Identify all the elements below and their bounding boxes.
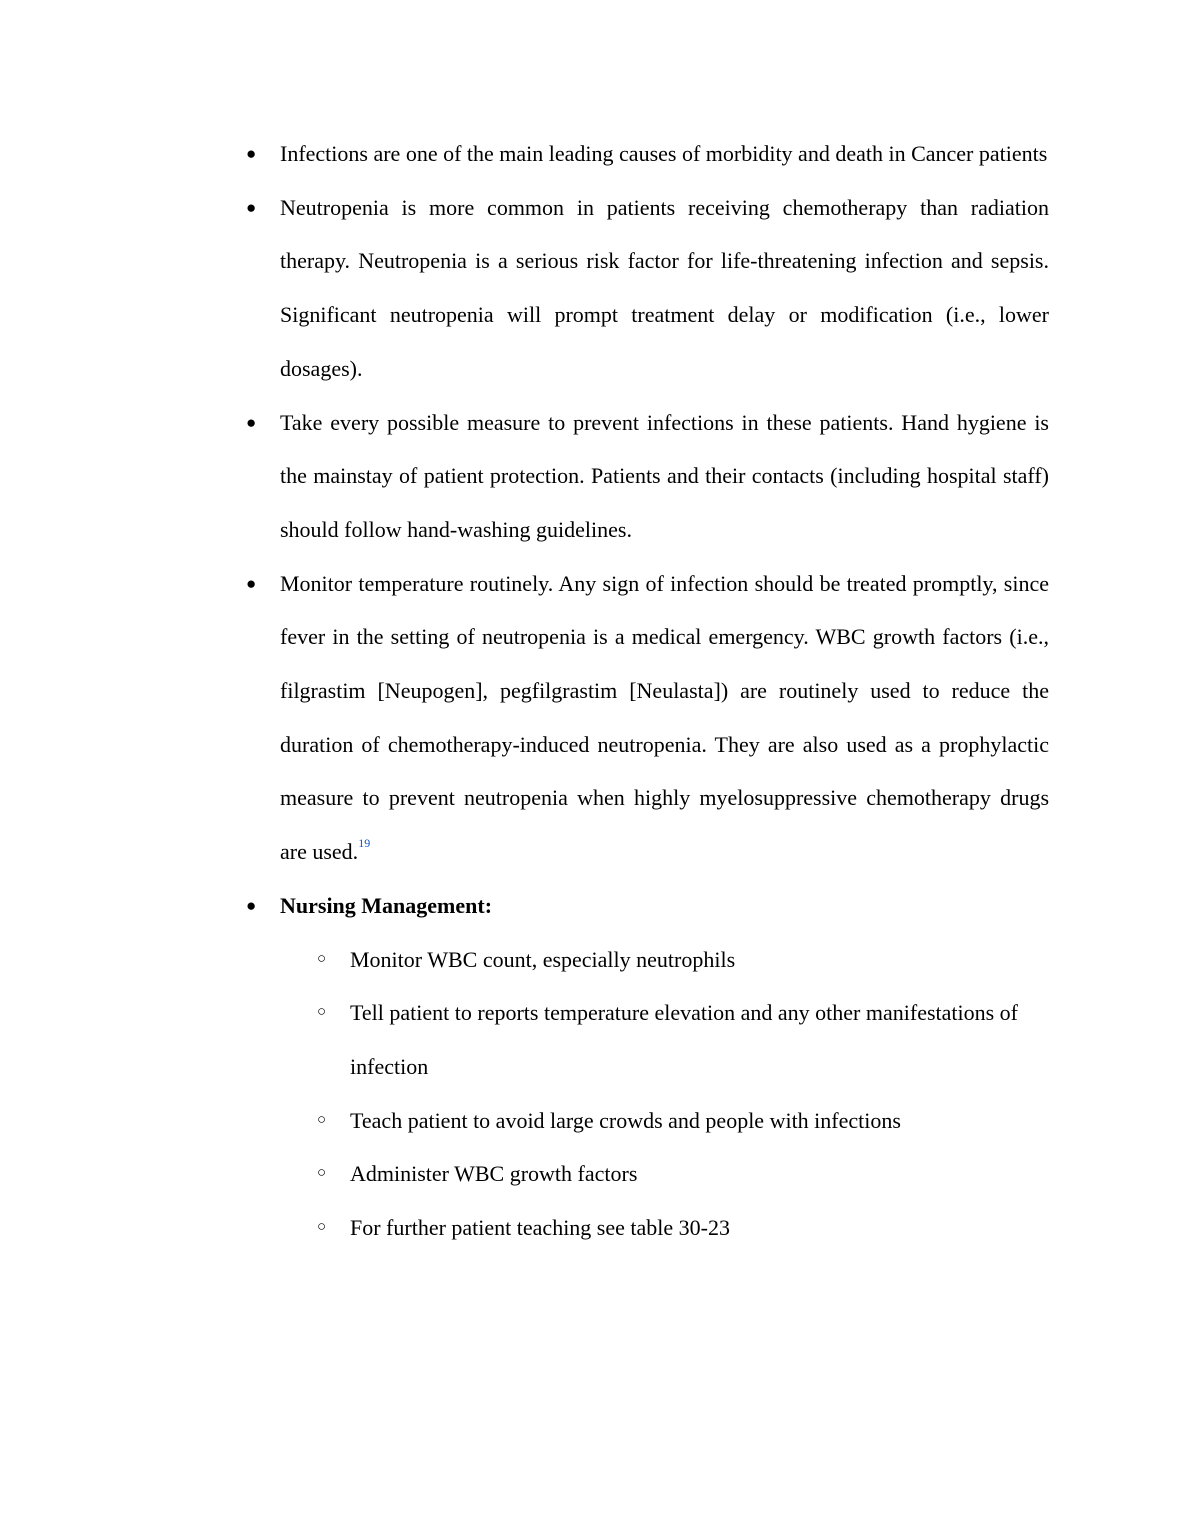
bullet-icon: ● <box>246 573 257 593</box>
nursing-management-list <box>317 933 1049 1255</box>
list-item <box>246 181 1049 396</box>
bullet-icon: ● <box>246 197 257 217</box>
sub-list-item <box>317 986 1049 1093</box>
sub-list-item-text: Teach patient to avoid large crowds and people with infections <box>350 1107 901 1133</box>
list-item <box>246 396 1049 557</box>
circle-bullet-icon: ○ <box>317 1111 327 1128</box>
sub-list-item-text: For further patient teaching see table 30-23 <box>350 1215 730 1241</box>
circle-bullet-icon: ○ <box>317 950 327 967</box>
list-item-text: Take every possible measure to prevent infections in these patients. Hand hygiene is the mainstay of patient protection. Patients and their contacts (including hospital staff) should follow hand-washing guidelines. <box>280 409 1049 542</box>
circle-bullet-icon: ○ <box>317 1165 327 1182</box>
list-item-nursing-management <box>246 879 1049 1255</box>
list-item-text-wrap <box>280 557 1049 879</box>
list-item-text: Infections are one of the main leading causes of morbidity and death in Cancer patients <box>280 141 1048 166</box>
list-item-text: Neutropenia is more common in patients receiving chemotherapy than radiation therapy. Neutropenia is a serious risk factor for life-threatening infection and sepsis. Significant neutropenia will prompt treatment delay or modification (i.e., lower dosages). <box>280 194 1049 381</box>
list-item <box>246 127 1049 181</box>
list-item-text: Monitor temperature routinely. Any sign of infection should be treated promptly, since fever in the setting of neutropenia is a medical emergency. WBC growth factors (i.e., filgrastim [Neupogen], pegfilgrastim [Neulasta]) are routinely used to reduce the duration of chemotherapy-induced neutropenia. They are also used as a prophylactic measure to prevent neutropenia when highly myelosuppressive chemotherapy drugs are used. <box>280 570 1049 865</box>
bullet-list <box>246 127 1049 1255</box>
sub-list-item-text: Tell patient to reports temperature elevation and any other manifestations of infection <box>350 1000 1019 1079</box>
section-heading: Nursing Management: <box>280 892 493 918</box>
list-item <box>246 557 1049 879</box>
footnote-link[interactable]: 19 <box>358 836 371 851</box>
sub-list-item <box>317 933 1049 987</box>
sub-list-item-text: Administer WBC growth factors <box>350 1161 638 1187</box>
sub-list-item <box>317 1201 1049 1255</box>
bullet-icon: ● <box>246 144 257 163</box>
circle-bullet-icon: ○ <box>317 1219 327 1236</box>
sub-list-item-text: Monitor WBC count, especially neutrophils <box>350 946 736 972</box>
sub-list-item <box>317 1147 1049 1201</box>
bullet-icon: ● <box>246 412 257 432</box>
sub-list-item <box>317 1094 1049 1148</box>
circle-bullet-icon: ○ <box>317 1004 327 1021</box>
bullet-icon: ● <box>246 895 257 915</box>
